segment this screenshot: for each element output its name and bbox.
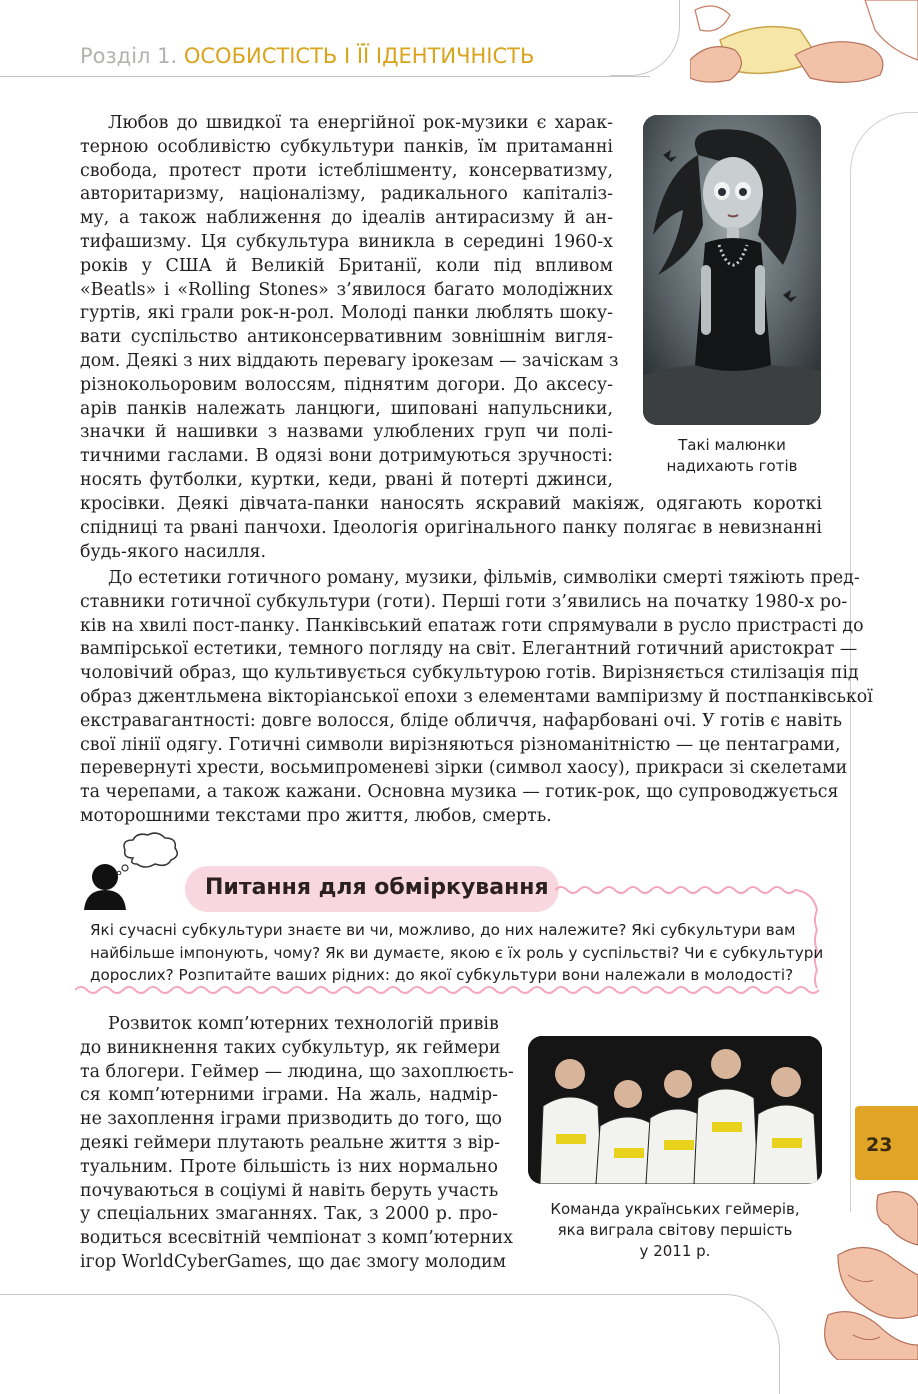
gamers-team-photo — [528, 1036, 822, 1184]
text-line: «Beatls» і «Rolling Stones» з’явилося багато молодіжних — [80, 279, 613, 300]
hands-illustration-top — [690, 0, 918, 92]
text-line: моторошними текстами про життя, любов, смерть. — [80, 805, 552, 826]
question-text — [90, 919, 824, 987]
text-line: почуваються в соціумі й навіть беруть участь — [80, 1180, 499, 1201]
paragraph-punks — [80, 112, 619, 493]
goth-girl-illustration — [643, 115, 821, 425]
text-line: образ джентльмена вікторіанської епохи з елементами вампіризму й постпанківської — [80, 686, 873, 707]
text-line: ків на хвилі пост-панку. Панківський епатаж готи спрямували в русло пристрасті до — [80, 615, 864, 636]
paragraph-punks-continued — [80, 493, 822, 564]
text-line: вампірської естетики, темного погляду на світ. Елегантний готичний аристократ — — [80, 639, 858, 660]
text-line: екстравагантності: довге волосся, бліде обличчя, нафарбовані очі. У готів є навіть — [80, 710, 842, 731]
text-line: носять футболки, куртки, кеди, рвані й потерті джинси, — [80, 469, 613, 490]
text-line: років у США й Великій Британії, коли під впливом — [80, 255, 613, 276]
caption-line: у 2011 р. — [639, 1242, 711, 1260]
section-label: Розділ 1. — [80, 44, 178, 68]
footer-rule-curve — [0, 1294, 780, 1394]
text-line: значки й нашивки з назвами улюблених груп чи полі- — [80, 422, 613, 443]
text-line: водиться всесвітній чемпіонат з комп’ютерних — [80, 1228, 513, 1249]
paragraph-goths — [80, 567, 873, 829]
text-line: тифашизму. Ця субкультура виникла в середині 1960-х — [80, 231, 613, 252]
chapter-title: ОСОБИСТІСТЬ І ЇЇ ІДЕНТИЧНІСТЬ — [183, 44, 535, 68]
goth-image-caption — [643, 435, 821, 477]
text-line: спідниці та рвані панчохи. Ідеологія оригінального панку полягає в невизнанні — [80, 517, 822, 538]
text-line: свобода, протест проти істеблішменту, консерватизму, — [80, 160, 613, 181]
text-line: гуртів, які грали рок-н-рол. Молоді панки люблять шоку- — [80, 303, 613, 324]
text-line: свої лінії одягу. Готичні символи вирізняються різноманітністю — це пентаграми, — [80, 734, 841, 755]
header-rule — [0, 76, 650, 77]
caption-line: Такі малюнки — [678, 436, 786, 454]
text-line: у спеціальних змаганнях. Так, з 2000 р. про- — [80, 1204, 498, 1225]
text-line: му, а також наближення до ідеалів антирасизму й ан- — [80, 208, 613, 229]
text-line: різнокольоровим волоссям, піднятим догори. До аксесу- — [80, 374, 613, 395]
paragraph-gamers — [80, 1013, 514, 1275]
text-line: Любов до швидкої та енергійної рок-музики є харак- — [108, 113, 613, 133]
text-line: терною особливістю субкультури панків, їм притаманні — [80, 136, 613, 157]
text-line: туальним. Проте більшість із них нормально — [80, 1156, 498, 1177]
text-line: Розвиток комп’ютерних технологій привів — [108, 1014, 499, 1034]
text-line: та блогери. Геймер — людина, що захоплюєть- — [80, 1061, 514, 1082]
hands-illustration-bottom — [818, 1185, 918, 1360]
text-line: ся комп’ютерними іграми. На жаль, надмір- — [80, 1085, 498, 1106]
text-line: чоловічий образ, що культивується субкультурою готів. Вирізняється стилізація під — [80, 663, 859, 684]
caption-line: надихають готів — [666, 457, 798, 475]
text-line: До естетики готичного роману, музики, фільмів, символіки смерті тяжіють пред- — [108, 568, 860, 588]
question-line: найбільше імпонують, чому? Як ви думаєте, якою є їх роль у суспільстві? Чи є субкультури — [90, 943, 824, 962]
text-line: до виникнення таких субкультур, як геймери — [80, 1037, 501, 1058]
running-header — [80, 44, 534, 68]
thought-cloud-icon — [115, 830, 185, 875]
header-rule-curve — [610, 0, 680, 76]
question-line: дорослих? Розпитайте ваших рідних: до якої субкультури вони належали в молодості? — [90, 966, 794, 984]
caption-line: Команда українських геймерів, — [550, 1200, 800, 1218]
text-line: ігор WorldCyberGames, що дає змогу молодим — [80, 1251, 507, 1272]
text-line: деякі геймери плутають реальне життя з вір- — [80, 1132, 501, 1153]
text-line: ставники готичної субкультури (готи). Перші готи з’явились на початку 1980-х ро- — [80, 591, 848, 612]
question-title: Питання для обміркування — [205, 875, 549, 900]
text-line: арів панків належать ланцюги, шиповані напульсники, — [80, 398, 613, 419]
page-edge-curve — [850, 112, 918, 1212]
text-line: дом. Деякі з них віддають перевагу ірокезам — зачіскам з — [80, 350, 619, 371]
question-line: Які сучасні субкультури знаєте ви чи, можливо, до них належите? Які субкультури вам — [90, 921, 796, 939]
text-line: перевернуті хрести, восьмипроменеві зірки (символ хаосу), прикраси зі скелетами — [80, 758, 848, 779]
text-line: авторитаризму, націоналізму, радикального капіталіз- — [80, 184, 613, 205]
text-line: тичними гаслами. В одязі вони дотримуються зручності: — [80, 446, 613, 467]
text-line: вати суспільство антиконсервативним зовнішнім вигля- — [80, 327, 613, 348]
page-number: 23 — [866, 1134, 893, 1156]
text-line: не захоплення іграми призводить до того, що — [80, 1109, 503, 1130]
text-line: кросівки. Деякі дівчата-панки наносять яскравий макіяж, одягають короткі — [80, 494, 822, 514]
caption-line: яка виграла світову першість — [557, 1221, 793, 1239]
text-line: та черепами, а також кажани. Основна музика — готик-рок, що супроводжується — [80, 782, 839, 803]
text-line: будь-якого насилля. — [80, 541, 267, 562]
gamers-photo-caption — [528, 1199, 822, 1262]
